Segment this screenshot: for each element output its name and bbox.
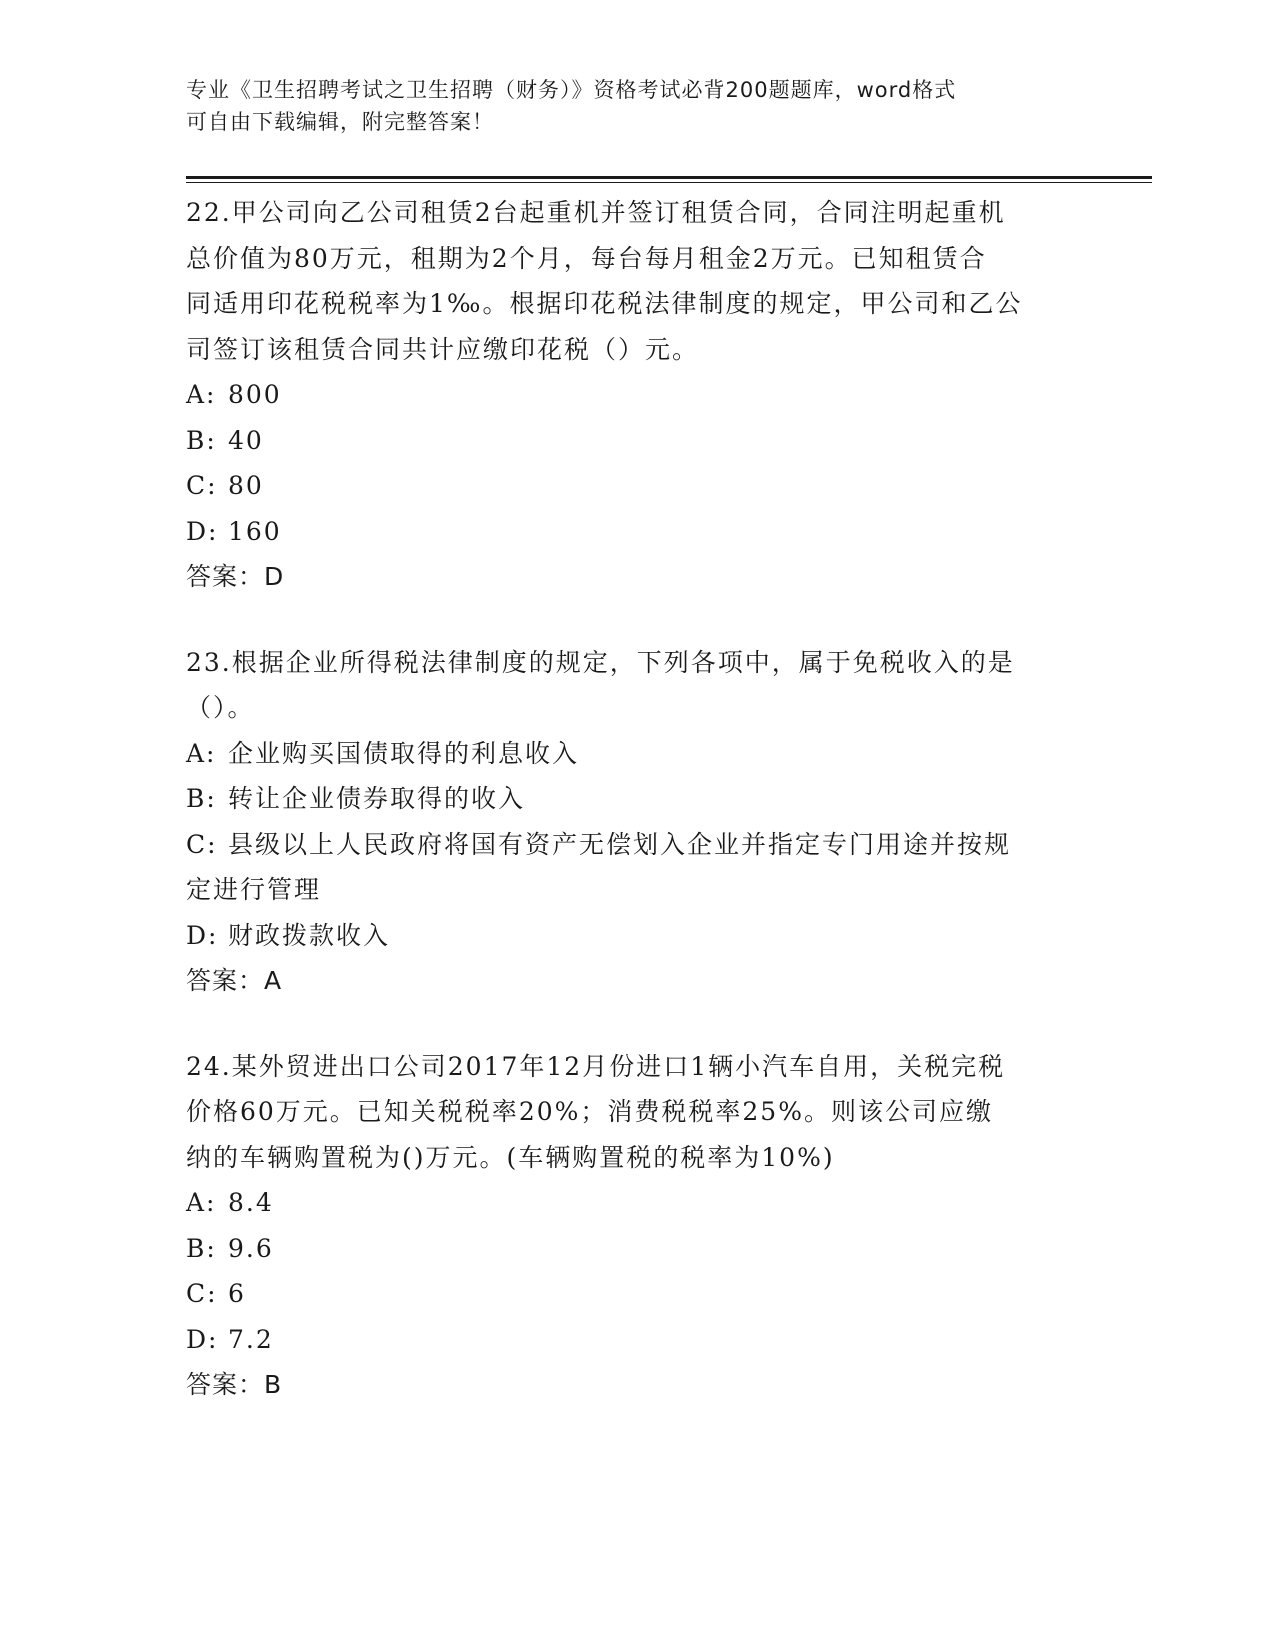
option-c-continuation: 定进行管理: [186, 875, 322, 904]
option-label: A:: [186, 738, 217, 768]
option-text: 县级以上人民政府将国有资产无偿划入企业并指定专门用途并按规: [228, 829, 1012, 859]
question-stem: [186, 1044, 1086, 1181]
question-stem-line: 同适用印花税税率为1‰。根据印花税法律制度的规定，甲公司和乙公: [186, 289, 1023, 318]
question-list: [186, 190, 1086, 1448]
question-stem-line: 价格60万元。已知关税税率20%；消费税税率25%。则该公司应缴: [186, 1097, 993, 1126]
question-stem-line: 总价值为80万元，租期为2个月，每台每月租金2万元。已知租赁合: [186, 243, 987, 273]
question-stem-line: 司签订该租赁合同共计应缴印花税（）元。: [186, 334, 700, 364]
option-text: 转让企业债券取得的收入: [228, 784, 526, 813]
answer-line: 答案：A: [186, 966, 283, 995]
option-b: [186, 1226, 1086, 1272]
option-text: 企业购买国债取得的利息收入: [228, 738, 580, 768]
option-label: C:: [186, 1279, 218, 1308]
question-22: [186, 190, 1086, 600]
option-label: D:: [186, 920, 219, 950]
question-stem-line: 24.某外贸进出口公司2017年12月份进口1辆小汽车自用，关税完税: [186, 1051, 1006, 1081]
option-text: 9.6: [228, 1233, 274, 1263]
option-text: 800: [228, 380, 282, 409]
question-stem: [186, 640, 1086, 731]
option-c: [186, 822, 1086, 868]
option-label: A:: [186, 1188, 217, 1217]
option-d: [186, 913, 1086, 959]
answer-line: 答案：B: [186, 1370, 283, 1399]
header-title-line-1: 专业《卫生招聘考试之卫生招聘（财务）》资格考试必背200题题库，word格式: [186, 78, 957, 102]
option-b: [186, 418, 1086, 464]
answer-line: 答案：D: [186, 562, 285, 591]
option-label: D:: [186, 516, 219, 546]
option-text: 7.2: [228, 1324, 274, 1354]
option-label: B:: [186, 1233, 217, 1263]
question-stem-line: 纳的车辆购置税为()万元。(车辆购置税的税率为10%): [186, 1142, 835, 1172]
option-label: D:: [186, 1324, 219, 1354]
option-text: 80: [228, 471, 264, 500]
option-c: [186, 1271, 1086, 1317]
document-header: [186, 74, 1066, 138]
option-b: [186, 776, 1086, 822]
question-stem-line: （）。: [186, 693, 255, 722]
question-stem-line: 22.甲公司向乙公司租赁2台起重机并签订租赁合同，合同注明起重机: [186, 198, 1006, 227]
option-text: 8.4: [228, 1188, 274, 1217]
option-text: 160: [228, 516, 282, 546]
option-a: [186, 372, 1086, 418]
option-label: C:: [186, 471, 218, 500]
option-d: [186, 509, 1086, 555]
option-text: 财政拨款收入: [228, 920, 391, 950]
question-23: [186, 640, 1086, 1004]
option-a: [186, 1180, 1086, 1226]
option-text: 6: [228, 1279, 246, 1308]
option-label: C:: [186, 829, 218, 859]
question-stem: [186, 190, 1086, 372]
header-rule-thick: [186, 176, 1152, 179]
option-label: B:: [186, 425, 217, 455]
option-c: [186, 463, 1086, 509]
option-d: [186, 1317, 1086, 1363]
option-label: A:: [186, 380, 217, 409]
header-title-line-2: 可自由下载编辑，附完整答案！: [186, 110, 494, 134]
header-rule-thin: [186, 182, 1152, 183]
option-label: B:: [186, 784, 217, 813]
question-stem-line: 23.根据企业所得税法律制度的规定，下列各项中，属于免税收入的是: [186, 647, 1015, 677]
question-24: [186, 1044, 1086, 1408]
option-text: 40: [228, 425, 264, 455]
option-a: [186, 731, 1086, 777]
